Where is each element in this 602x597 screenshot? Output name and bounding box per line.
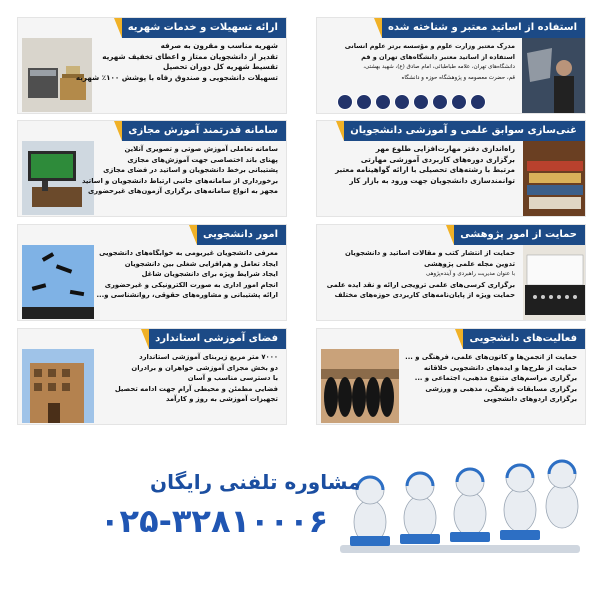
card-title: غنی‌سازی سوابق علمی و آموزشی دانشجویان	[344, 121, 585, 141]
consultation-banner	[0, 440, 602, 597]
card-line: برخورداری از سامانه‌های جانبی ارتباط دانشجویان و اساتید	[81, 176, 278, 185]
card-line: تسهیلات دانشجویی و صندوق رفاه با پوشش ۱۰۰٪ شهریه	[75, 72, 278, 82]
card-line: برگزاری اردوهای دانشجویی	[483, 395, 577, 404]
card-line: دو بخش مجزای آموزشی خواهران و برادران	[131, 363, 278, 372]
card-line: سامانه تعاملی آموزش صوتی و تصویری آنلاین	[124, 145, 278, 153]
card-line: مدرک معتبر وزارت علوم و مؤسسه برتر علوم انسانی	[344, 42, 515, 50]
card-line: استفاده از اساتید معتبر دانشگاه‌های تهران و قم	[361, 52, 515, 61]
card-line: پهنای باند اختصاصی جهت آموزش‌های مجازی	[127, 155, 278, 164]
university-logo	[337, 94, 353, 110]
card-line: توانمندسازی دانشجویان جهت ورود به بازار کار	[349, 175, 515, 185]
university-logo	[356, 94, 372, 110]
card-line: برگزاری کرسی‌های علمی ترویجی ارائه و نقد ایده علمی	[326, 280, 515, 289]
card-line: ایجاد شرایط ویژه برای دانشجویان شاغل	[141, 270, 278, 279]
university-logo	[413, 94, 429, 110]
card-line: شهریه مناسب و مقرون به صرفه	[160, 41, 278, 50]
card-line: تدوین مجله علمی پژوهشی	[424, 259, 515, 268]
card-title: فضای آموزشی استاندارد	[149, 329, 286, 349]
card-line: مجهز به انواع سامانه‌های برگزاری آزمون‌های غیرحضوری	[87, 187, 278, 196]
card-line: انجام امور اداری به صورت الکترونیکی و غیرحضوری	[104, 280, 278, 289]
card-line: تقدیر از دانشجویان ممتاز و اعطای تخفیف شهریه	[102, 51, 278, 61]
card-research	[316, 224, 586, 321]
call-center-illustration	[330, 450, 590, 575]
card-body	[115, 352, 278, 405]
card-line: پشتیبانی برخط دانشجویان و اساتید در فضای مجازی	[103, 166, 278, 175]
card-line: فضایی مطمئن و محیطی آرام جهت ادامه تحصیل	[114, 384, 278, 393]
card-facilities	[17, 17, 287, 114]
card-title: حمایت از امور پژوهشی	[454, 225, 585, 245]
card-title: امور دانشجویی	[197, 225, 286, 245]
card-body	[405, 352, 577, 405]
card-body	[76, 41, 278, 83]
card-virtual	[17, 120, 287, 217]
card-line: تجهیزات آموزشی به روز و کارآمد	[165, 395, 278, 404]
card-line: برگزاری دوره‌های کاربردی آموزشی مهارتی	[360, 154, 515, 164]
building-photo	[22, 349, 94, 423]
card-body	[327, 248, 515, 301]
card-line: ایجاد تعامل و هم‌افزایی شغلی بین دانشجویان	[124, 259, 278, 268]
card-title: سامانه قدرتمند آموزش مجازی	[122, 121, 286, 141]
card-title: فعالیت‌های دانشجویی	[463, 329, 585, 349]
university-logo	[394, 94, 410, 110]
university-logos	[337, 94, 486, 110]
card-professors	[316, 17, 586, 114]
students-photo	[321, 349, 399, 423]
card-enrichment	[316, 120, 586, 217]
university-logo	[432, 94, 448, 110]
card-line: قم، حضرت معصومه و پژوهشگاه حوزه و دانشگاه	[401, 74, 515, 81]
books-photo	[523, 141, 586, 217]
card-line: معرفی دانشجویان غیربومی به خوابگاه‌های دانشجویی	[99, 249, 278, 257]
card-line: ارائه پشتیبانی و مشاوره‌های حقوقی، روانشناسی و...	[96, 291, 278, 300]
card-body	[82, 144, 278, 197]
card-line: برگزاری مراسم‌های متنوع مذهبی، اجتماعی و ...	[414, 374, 577, 383]
card-line: برگزاری مسابقات فرهنگی، مذهبی و ورزشی	[425, 384, 577, 393]
professor-photo	[522, 38, 586, 114]
card-line: دانشگاه‌های تهران، علامه طباطبائی، امام صادق (ع)، شهید بهشتی،	[363, 64, 515, 71]
card-student-affairs	[17, 224, 287, 321]
card-line: راه‌اندازی دفتر مهارت‌افزایی طلوع مهر	[375, 144, 515, 153]
card-line: تقسیط شهریه کل دوران تحصیل	[163, 62, 278, 72]
university-logo	[470, 94, 486, 110]
card-line: با عنوان مدیریت راهبردی و آینده‌پژوهی	[425, 271, 515, 278]
card-body	[345, 41, 515, 83]
card-space	[17, 328, 287, 425]
university-logo	[375, 94, 391, 110]
card-line: حمایت از انتشار کتب و مقالات اساتید و دانشجویان	[344, 249, 515, 257]
card-line: حمایت ویژه از پایان‌نامه‌های کاربردی حوزه‌های مختلف	[334, 291, 515, 300]
card-line: حمایت از انجمن‌ها و کانون‌های علمی، فرهنگی و ...	[405, 353, 577, 361]
typewriter-photo	[523, 245, 586, 321]
card-body	[335, 144, 515, 186]
card-title: ارائه تسهیلات و خدمات شهریه	[122, 18, 286, 38]
card-title: استفاده از اساتید معتبر و شناخته شده	[382, 18, 585, 38]
card-body	[96, 248, 278, 301]
card-line: مرتبط با رشته‌های تحصیلی با ارائه گواهینامه معتبر	[335, 165, 515, 175]
graduation-photo	[22, 245, 94, 319]
card-line: ۷۰۰۰ متر مربع زیربنای آموزشی استاندارد	[139, 353, 278, 361]
card-line: حمایت از طرح‌ها و ایده‌های دانشجویی خلاقانه	[423, 363, 577, 372]
university-logo	[451, 94, 467, 110]
card-line: با دسترسی مناسب و آسان	[187, 374, 278, 383]
consultation-title: مشاوره تلفنی رایگان	[150, 470, 361, 494]
phone-number[interactable]: ۰۲۵-۳۲۸۱۰۰۰۶	[100, 502, 329, 540]
card-activities	[316, 328, 586, 425]
